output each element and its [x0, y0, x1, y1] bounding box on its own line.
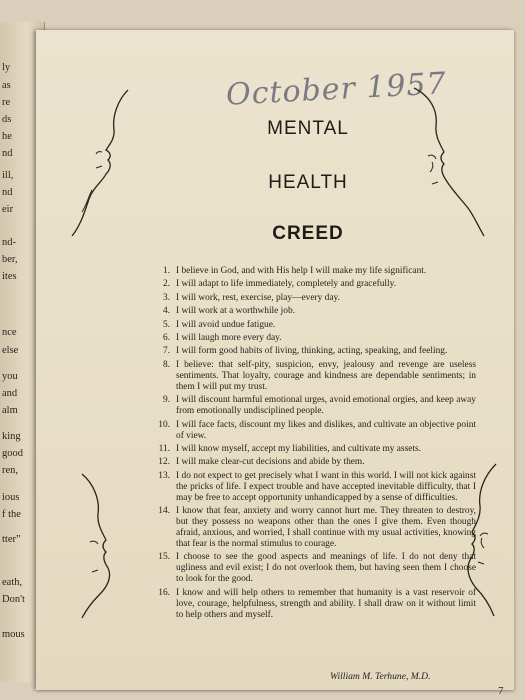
creed-item-number: 11. [158, 443, 170, 454]
title-health: HEALTH [268, 172, 348, 193]
creed-item-text: I believe: that self-pity, suspicion, envy, jealousy and revenge are useless sentiments. That loyalty, courage and kindness are dependable sentiments; in them I will put my trust. [176, 359, 476, 392]
creed-item-number: 9. [162, 395, 170, 406]
facing-page-text-fragment: ill, [2, 170, 14, 181]
creed-item-number: 5. [162, 319, 170, 330]
creed-item [154, 293, 476, 304]
creed-item-number: 13. [158, 470, 170, 481]
creed-item-text: I will face facts, discount my likes and dislikes, and cultivate an objective point of view. [176, 419, 476, 441]
creed-item [154, 333, 476, 344]
facing-page-text-fragment: king [2, 431, 21, 442]
creed-item [154, 471, 476, 504]
facing-page-text-fragment: as [2, 80, 11, 91]
facing-page-text-fragment: mous [2, 629, 25, 640]
page-number: 7 [498, 685, 504, 697]
creed-item-text: I choose to see the good aspects and meanings of life. I do not deny that ugliness and evil exist; I do not overlook them, but having seen them I choose to look for the good. [176, 552, 476, 585]
facing-page-text-fragment: nce [2, 327, 17, 338]
creed-item-text: I will make clear-cut decisions and abide by them. [176, 457, 365, 468]
facing-page-text-fragment: re [2, 97, 11, 108]
creed-item-number: 15. [158, 552, 170, 563]
facing-page-text-fragment: ds [2, 114, 12, 125]
creed-item-text: I will work, rest, exercise, play—every day. [176, 292, 340, 303]
creed-item-number: 1. [162, 266, 170, 276]
creed-item-number: 12. [158, 457, 170, 468]
creed-item [154, 552, 476, 585]
creed-item-text: I will form good habits of living, thinking, acting, speaking, and feeling. [176, 346, 448, 357]
facing-page-text-fragment: good [2, 448, 23, 459]
title-creed: CREED [272, 223, 344, 244]
creed-item-text: I do not expect to get precisely what I want in this world. I will not kick against the pricks of life. I expect trouble and have accepted inevitable difficulty, that I may be free to accept opportunity unhandicapped by a sense of difficulties. [176, 470, 476, 503]
facing-page-text-fragment: ites [2, 271, 17, 282]
creed-item [154, 588, 476, 621]
creed-item-number: 3. [162, 292, 170, 303]
creed-item [154, 420, 476, 442]
creed-item-text: I believe in God, and with His help I will make my life significant. [176, 266, 427, 276]
creed-item [154, 306, 476, 317]
facing-page-text-fragment: ly [2, 62, 11, 73]
creed-item [154, 457, 476, 468]
creed-item-number: 7. [162, 346, 170, 357]
face-sketch-bottom-left [72, 470, 142, 620]
creed-item-text: I will discount harmful emotional urges, avoid emotional orgies, and keep away from emotionally undisciplined people. [176, 395, 476, 417]
creed-item-number: 2. [162, 279, 170, 290]
facing-page-text-fragment: eath, [2, 577, 23, 588]
creed-item [154, 395, 476, 417]
creed-item-text: I will know myself, accept my liabilities, and cultivate my assets. [176, 443, 421, 454]
facing-page-text-fragment: nd [2, 187, 13, 198]
creed-item [154, 346, 476, 357]
creed-item-number: 6. [162, 332, 170, 343]
creed-item [154, 360, 476, 393]
facing-page-text-fragment: Don't [2, 594, 25, 605]
facing-page-text-fragment: ber, [2, 254, 18, 265]
creed-item [154, 320, 476, 331]
facing-page-text-fragment: f the [2, 509, 21, 520]
creed-item [154, 444, 476, 455]
creed-item-number: 4. [162, 306, 170, 317]
creed-item-text: I will laugh more every day. [176, 332, 282, 343]
creed-item-text: I know and will help others to remember that humanity is a vast reservoir of love, courage, helpfulness, strength and ability. I shall draw on it without limit to help others and myself. [176, 587, 476, 620]
creed-item-text: I will avoid undue fatigue. [176, 319, 276, 330]
creed-item [154, 279, 476, 290]
facing-page-text-fragment: tter” [2, 534, 21, 545]
facing-page-text-fragment: nd- [2, 237, 16, 248]
creed-list [154, 266, 476, 623]
creed-item [154, 266, 476, 277]
title-mental: MENTAL [267, 118, 349, 139]
facing-page-text-fragment: ious [2, 492, 20, 503]
facing-page-text-fragment: alm [2, 405, 18, 416]
facing-page-text-fragment: and [2, 388, 18, 399]
creed-item [154, 506, 476, 550]
creed-item-number: 10. [158, 419, 170, 430]
face-sketch-top-left [66, 86, 146, 246]
facing-page-text-fragment: else [2, 345, 19, 356]
author-signature: William M. Terhune, M.D. [330, 671, 431, 682]
facing-page-text-fragment: eir [2, 204, 14, 215]
creed-item-text: I will work at a worthwhile job. [176, 306, 295, 317]
facing-page-text-fragment: nd [2, 148, 13, 159]
facing-page-text-fragment: you [2, 371, 18, 382]
creed-item-number: 16. [158, 587, 170, 598]
facing-page-text-fragment: he [2, 131, 12, 142]
facing-page-text-fragment: ren, [2, 465, 19, 476]
face-sketch-top-right [408, 86, 498, 246]
creed-item-text: I will adapt to life immediately, completely and gracefully. [176, 279, 397, 290]
creed-item-number: 14. [158, 506, 170, 517]
magazine-page [36, 30, 514, 697]
creed-item-number: 8. [162, 359, 170, 370]
handwritten-date: October 1957 [225, 66, 448, 113]
creed-item-text: I know that fear, anxiety and worry cannot hurt me. They threaten to destroy, but they possess no weapons other than the ones I give them. Even though afraid, anxious, and worried, I shall continue with my usual activities, knowing that fear is the normal stimulus to courage. [176, 506, 476, 550]
